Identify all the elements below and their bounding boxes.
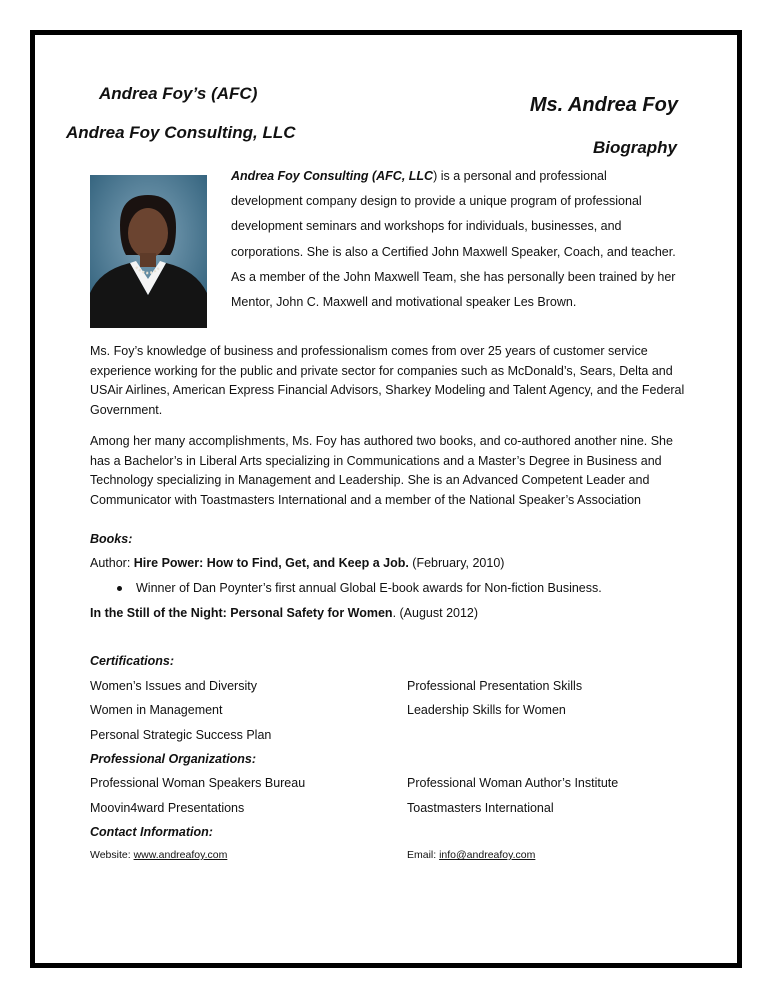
intro-text: ) is a personal and professional development company design to provide a unique program of professional development seminars and workshops for individuals, businesses, and corporations. She is also a Certified John Maxwell Speaker, Coach, and teacher. As a member of the John Maxwell Team, she has personally been trained by her Mentor, John C. Maxwell and motivational speaker Les Brown. [231,169,676,310]
doc-type-title: Biography [592,138,677,157]
accomplishments-paragraph: Among her many accomplishments, Ms. Foy has authored two books, and co-authored another nine. She has a Bachelor’s in Liberal Arts specializing in Communications and a Master’s Degree in Business and Technology specializing in Management and Leadership. She is an Advanced Competent Leader and Communicator with Toastmasters International and a member of the National Speaker’s Association [90,434,673,507]
email-line [407,849,535,861]
company-name-bold: Andrea Foy Consulting (AFC, LLC [231,169,434,183]
certification-item: Women’s Issues and Diversity [90,679,257,693]
email-label: Email: [407,849,440,861]
certification-item: Professional Presentation Skills [407,679,583,693]
book-1-title: Hire Power: How to Find, Get, and Keep a Job. [133,556,409,570]
contact-heading: Contact Information: [90,825,213,839]
website-label: Website: [90,849,134,861]
book-2-date: . (August 2012) [392,606,479,620]
certifications-heading: Certifications: [90,654,175,668]
organization-item: Moovin4ward Presentations [90,801,245,815]
certification-item: Women in Management [90,703,223,717]
book-1 [90,554,504,574]
website-link[interactable]: www.andreafoy.com [133,849,228,861]
certification-item: Personal Strategic Success Plan [90,728,272,742]
person-name: Ms. Andrea Foy [529,94,678,116]
organizations-heading: Professional Organizations: [90,752,257,766]
experience-paragraph: Ms. Foy’s knowledge of business and professionalism comes from over 25 years of customer service experience working for the public and private sector for companies such as McDonald’s, Sears, Delta and USAir Airlines, American Express Financial Advisors, Sharkey Modeling and Talent Agency, and the Federal Government. [90,344,685,417]
book-1-award-text: Winner of Dan Poynter’s first annual Global E-book awards for Non-fiction Business. [136,581,602,595]
portrait-photo [90,175,207,328]
website-line [90,849,227,861]
org-short-name: Andrea Foy’s (AFC) [99,84,258,103]
book-1-award [117,579,602,599]
org-full-name: Andrea Foy Consulting, LLC [66,123,296,142]
organization-item: Professional Woman Author’s Institute [407,776,619,790]
certification-item: Leadership Skills for Women [407,703,566,717]
book-2-title: In the Still of the Night: Personal Safety for Women [90,606,393,620]
email-link[interactable]: info@andreafoy.com [439,849,536,861]
organization-item: Toastmasters International [407,801,554,815]
book-2 [90,604,478,624]
books-heading: Books: [90,532,133,546]
book-1-prefix: Author: [90,556,134,570]
intro-paragraph [231,164,676,315]
organization-item: Professional Woman Speakers Bureau [90,776,306,790]
book-1-date: (February, 2010) [408,556,505,570]
bullet-icon [117,586,122,591]
